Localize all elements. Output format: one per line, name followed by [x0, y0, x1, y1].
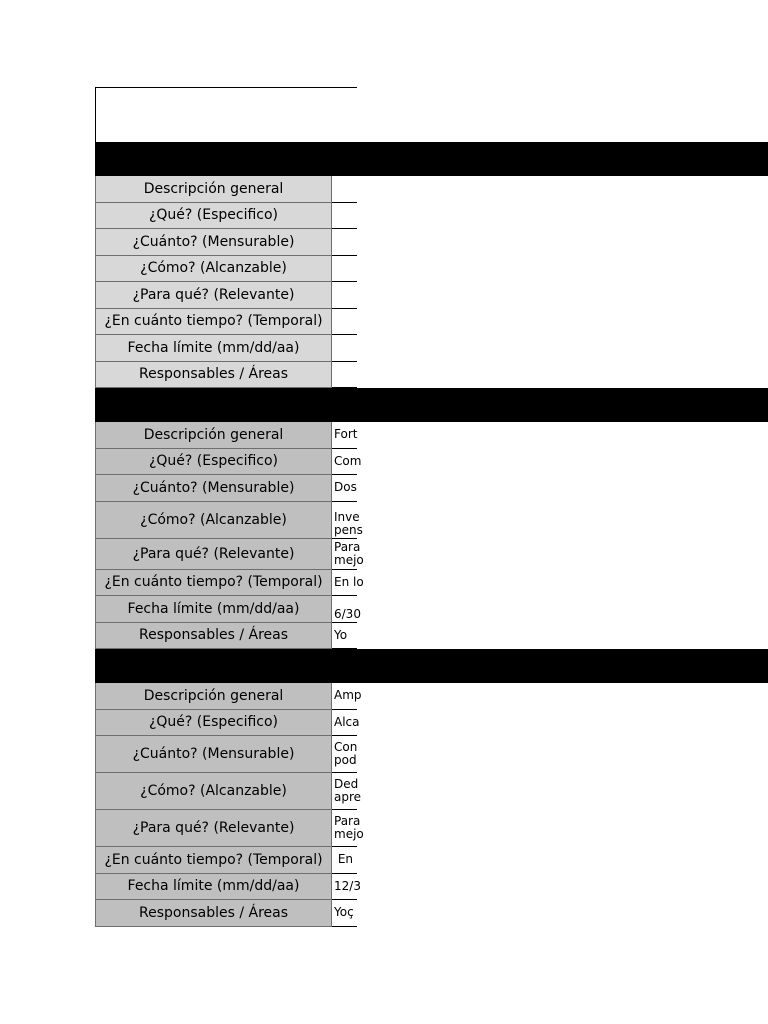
- table-row: [95, 710, 768, 737]
- table-row: [95, 502, 768, 539]
- row-label: Fecha límite (mm/dd/aa): [95, 335, 332, 362]
- row-label: ¿En cuánto tiempo? (Temporal): [95, 847, 332, 874]
- row-value[interactable]: [332, 256, 357, 283]
- row-value[interactable]: 6/30: [332, 596, 357, 623]
- row-value[interactable]: 12/3: [332, 874, 357, 901]
- row-value[interactable]: En lo: [332, 570, 357, 597]
- row-value[interactable]: Amp: [332, 683, 357, 710]
- table-row: [95, 256, 768, 283]
- row-label: ¿Cuánto? (Mensurable): [95, 475, 332, 502]
- row-label: ¿Para qué? (Relevante): [95, 539, 332, 570]
- row-label: ¿En cuánto tiempo? (Temporal): [95, 570, 332, 597]
- row-value[interactable]: [332, 229, 357, 256]
- table-row: [95, 176, 768, 203]
- table-row: [95, 362, 768, 389]
- goal-section-1: [95, 142, 768, 388]
- row-label: ¿Cuánto? (Mensurable): [95, 229, 332, 256]
- row-value[interactable]: Alca: [332, 710, 357, 737]
- row-label: ¿Qué? (Especifico): [95, 449, 332, 476]
- row-label: Descripción general: [95, 176, 332, 203]
- section-header-bar: [95, 649, 768, 683]
- table-row: [95, 335, 768, 362]
- row-value[interactable]: Inve pens: [332, 502, 357, 539]
- row-value[interactable]: [332, 203, 357, 230]
- row-value[interactable]: Com: [332, 449, 357, 476]
- table-row: [95, 422, 768, 449]
- row-label: Fecha límite (mm/dd/aa): [95, 596, 332, 623]
- goal-section-3: [95, 649, 768, 927]
- row-label: Responsables / Áreas: [95, 623, 332, 650]
- row-value[interactable]: Para mejo: [332, 810, 357, 847]
- row-label: ¿Qué? (Especifico): [95, 203, 332, 230]
- row-label: Responsables / Áreas: [95, 362, 332, 389]
- row-label: ¿Cómo? (Alcanzable): [95, 502, 332, 539]
- row-value[interactable]: Para mejo: [332, 539, 357, 570]
- goal-section-2: [95, 388, 768, 649]
- row-value[interactable]: Dos: [332, 475, 357, 502]
- table-row: [95, 810, 768, 847]
- row-label: ¿Cómo? (Alcanzable): [95, 773, 332, 810]
- row-value[interactable]: [332, 309, 357, 336]
- table-row: [95, 683, 768, 710]
- table-row: [95, 847, 768, 874]
- section-header-bar: [95, 142, 768, 176]
- table-row: [95, 203, 768, 230]
- row-value[interactable]: Fort: [332, 422, 357, 449]
- row-value[interactable]: Ded apre: [332, 773, 357, 810]
- row-value[interactable]: Yoç: [332, 900, 357, 927]
- table-row: [95, 539, 768, 570]
- row-value[interactable]: Con pod: [332, 736, 357, 773]
- table-row: [95, 570, 768, 597]
- table-row: [95, 773, 768, 810]
- row-label: ¿Para qué? (Relevante): [95, 810, 332, 847]
- table-row: [95, 900, 768, 927]
- row-value[interactable]: [332, 362, 357, 389]
- table-row: [95, 736, 768, 773]
- table-row: [95, 475, 768, 502]
- table-row: [95, 623, 768, 650]
- row-label: ¿Para qué? (Relevante): [95, 282, 332, 309]
- table-row: [95, 874, 768, 901]
- row-value[interactable]: En: [332, 847, 357, 874]
- row-label: Fecha límite (mm/dd/aa): [95, 874, 332, 901]
- row-label: Descripción general: [95, 683, 332, 710]
- table-row: [95, 596, 768, 623]
- row-label: Descripción general: [95, 422, 332, 449]
- row-value[interactable]: [332, 335, 357, 362]
- smart-goals-sheet: [95, 87, 768, 927]
- table-row: [95, 309, 768, 336]
- section-header-bar: [95, 388, 768, 422]
- table-row: [95, 229, 768, 256]
- row-label: ¿En cuánto tiempo? (Temporal): [95, 309, 332, 336]
- row-label: ¿Qué? (Especifico): [95, 710, 332, 737]
- table-row: [95, 282, 768, 309]
- table-row: [95, 449, 768, 476]
- row-value[interactable]: Yo: [332, 623, 357, 650]
- row-label: Responsables / Áreas: [95, 900, 332, 927]
- row-label: ¿Cuánto? (Mensurable): [95, 736, 332, 773]
- row-label: ¿Cómo? (Alcanzable): [95, 256, 332, 283]
- title-cell[interactable]: [95, 87, 357, 142]
- row-value[interactable]: [332, 176, 357, 203]
- row-value[interactable]: [332, 282, 357, 309]
